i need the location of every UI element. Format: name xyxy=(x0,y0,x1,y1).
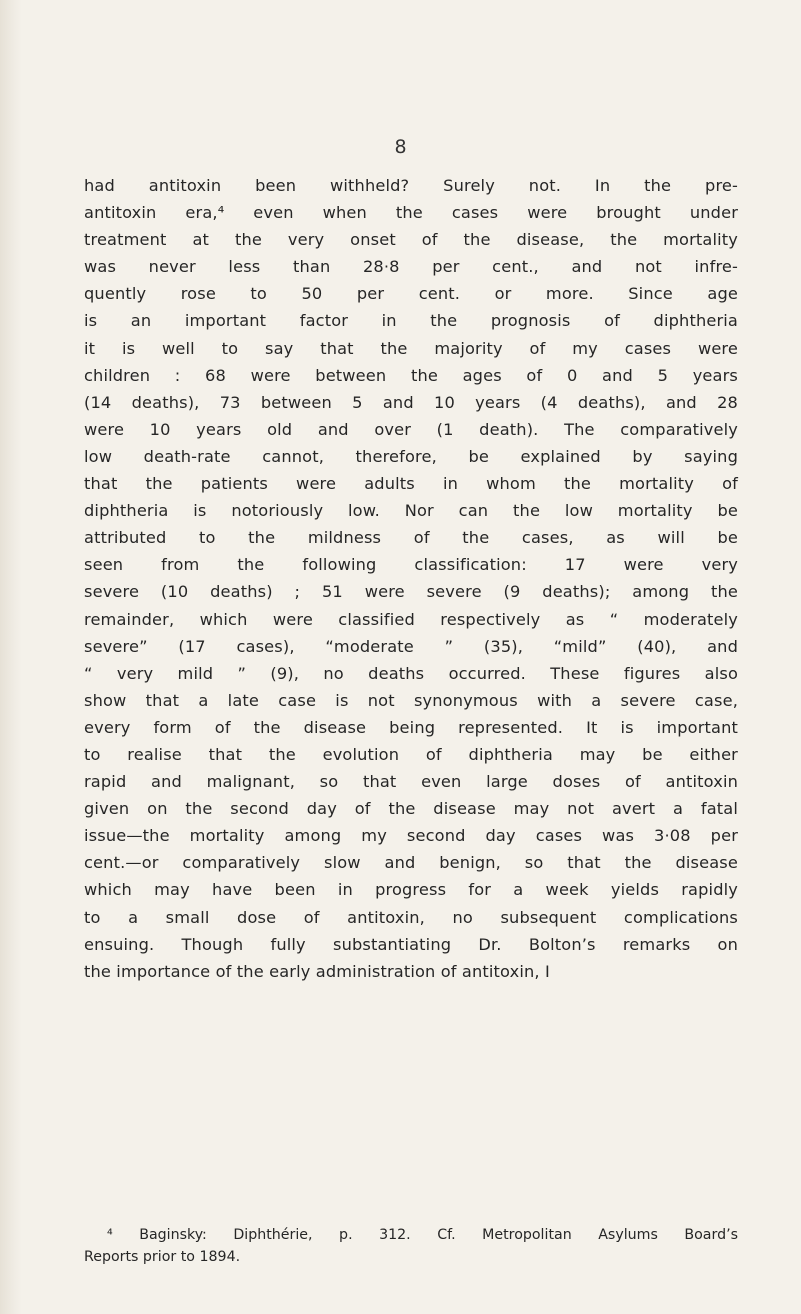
footnote-line: Reports prior to 1894. xyxy=(84,1249,241,1265)
text-line: ensuing. Though fully substantiating Dr. Bolton’s remarks on xyxy=(84,934,738,954)
footnote-line: ⁴ Baginsky: Diphthérie, p. 312. Cf. Metropolitan Asylums Board’s xyxy=(107,1227,738,1243)
text-line: had antitoxin been withheld? Surely not. In the pre- xyxy=(84,176,738,195)
footnote xyxy=(84,1224,738,1268)
text-line: every form of the disease being represented. It is important xyxy=(84,717,738,737)
text-line: antitoxin era,⁴ even when the cases were brought under xyxy=(84,203,738,223)
text-line: attributed to the mildness of the cases, as will be xyxy=(84,528,738,548)
text-line: remainder, which were classified respectively as “ moderately xyxy=(84,609,738,629)
text-line: rapid and malignant, so that even large doses of antitoxin xyxy=(84,772,738,792)
text-line: treatment at the very onset of the disease, the mortality xyxy=(84,230,738,250)
text-line: that the patients were adults in whom the mortality of xyxy=(84,474,738,494)
text-line: were 10 years old and over (1 death). The comparatively xyxy=(84,419,738,439)
page-gutter-shadow xyxy=(0,0,22,1314)
text-line: quently rose to 50 per cent. or more. Since age xyxy=(84,284,738,304)
text-line: given on the second day of the disease may not avert a fatal xyxy=(84,799,738,819)
text-line: cent.—or comparatively slow and benign, so that the disease xyxy=(84,853,738,873)
text-line: (14 deaths), 73 between 5 and 10 years (4 deaths), and 28 xyxy=(84,392,738,412)
text-line: diphtheria is notoriously low. Nor can the low mortality be xyxy=(84,501,738,521)
text-line: the importance of the early administration of antitoxin, I xyxy=(84,961,550,981)
text-line: children : 68 were between the ages of 0 and 5 years xyxy=(84,365,738,385)
text-line: to a small dose of antitoxin, no subsequent complications xyxy=(84,907,738,927)
text-line: show that a late case is not synonymous with a severe case, xyxy=(84,690,738,710)
text-line: it is well to say that the majority of my cases were xyxy=(84,338,738,358)
text-line: was never less than 28·8 per cent., and not infre- xyxy=(84,257,738,277)
text-line: severe” (17 cases), “moderate ” (35), “mild” (40), and xyxy=(84,636,738,656)
text-line: issue—the mortality among my second day cases was 3·08 per xyxy=(84,826,738,846)
text-line: “ very mild ” (9), no deaths occurred. These figures also xyxy=(84,663,738,683)
text-line: low death-rate cannot, therefore, be explained by saying xyxy=(84,446,738,466)
body-text xyxy=(84,172,738,985)
text-line: to realise that the evolution of diphtheria may be either xyxy=(84,744,738,764)
text-line: severe (10 deaths) ; 51 were severe (9 deaths); among the xyxy=(84,582,738,602)
text-line: which may have been in progress for a week yields rapidly xyxy=(84,880,738,900)
page-number: 8 xyxy=(394,136,407,158)
text-line: seen from the following classification: 17 were very xyxy=(84,555,738,575)
text-line: is an important factor in the prognosis of diphtheria xyxy=(84,311,738,331)
